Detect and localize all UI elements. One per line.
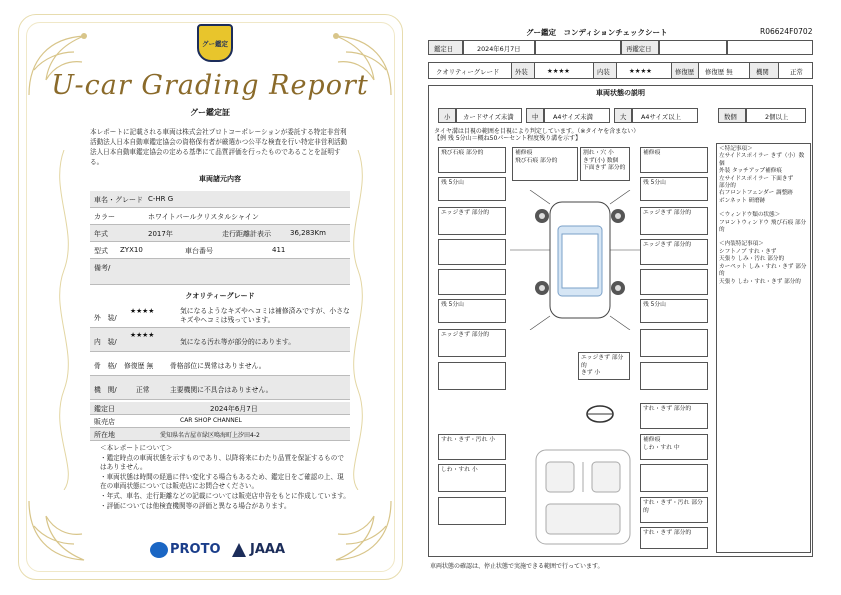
chassis-label: 車台番号: [185, 247, 213, 255]
note-interior-rear-left: しわ・すれ 小: [438, 464, 506, 492]
model-label: 型式: [94, 247, 108, 255]
appraisal-date-label: 鑑定日: [94, 405, 115, 413]
report-id: R06624F0702: [760, 27, 813, 36]
note-item: ・車両状態は時間の経過に伴い変化する場合もあるため、鑑定日をご確認の上、現在の車両状態については販売店にお問合せください。: [100, 472, 344, 491]
note-interior-blank: [640, 464, 708, 492]
note-left-blank-2: [438, 269, 506, 295]
quality-label: 機 関/: [94, 386, 117, 394]
grading-certificate-page: [0, 0, 420, 595]
vehicle-year-row: [90, 225, 350, 242]
appraisal-date-value: 2024年6月7日: [210, 405, 258, 413]
dealer-row: [90, 415, 350, 428]
legend-title: 車両状態の説明: [596, 89, 645, 97]
legend-medium-desc: A4サイズ未満: [544, 108, 610, 123]
vehicle-name-value: C-HR G: [148, 195, 174, 203]
exterior-label: 外装: [511, 63, 535, 78]
interior-label: 内装: [593, 63, 617, 78]
vehicle-color-label: カラー: [94, 213, 115, 221]
quality-desc: 気になる汚れ等が部分的にあります。: [180, 338, 296, 346]
vehicle-color-row: [90, 208, 350, 225]
report-notes: [100, 444, 350, 511]
quality-row: [90, 376, 350, 400]
quality-grade: ★★★★: [130, 331, 155, 339]
note-interior-bottom: すれ・きず 部分的: [640, 527, 708, 549]
mileage-label: 走行距離計表示: [222, 230, 271, 238]
legend-small-desc: カードサイズ未満: [456, 108, 522, 123]
tire-note-2: 【例 残 5分山＝概ね50パーセント程度残り溝を示す】: [434, 135, 582, 142]
badge-label: グー鑑定: [202, 40, 228, 48]
steering-wheel-icon: [585, 404, 615, 424]
note-item: ・鑑定時点の車両状態を示すものであり、以降将来にわたり品質を保証するものではありません。: [100, 453, 344, 472]
chassis-value: 411: [272, 246, 286, 254]
repair-label: 修復歴: [671, 63, 699, 78]
address-row: [90, 428, 350, 441]
legend-large-desc: A4サイズ以上: [632, 108, 698, 123]
appraisal-date-row: [90, 402, 350, 415]
quality-desc: 主要機関に不具合はありません。: [170, 386, 273, 394]
vehicle-color-value: ホワイトパールクリスタルシャイン: [148, 213, 259, 221]
legend-count: 数個: [718, 108, 746, 123]
car-exterior-diagram: [510, 190, 650, 330]
note-interior-front-right: 補修痕 しわ・すれ 中: [640, 434, 708, 460]
legend-small: 小: [438, 108, 456, 123]
note-item: ・評価については他検査機関等の評価と異なる場合があります。: [100, 501, 291, 510]
quality-row: [90, 352, 350, 376]
vehicle-section-title: 車両諸元内容: [199, 175, 241, 183]
note-front-right: 割れ・穴 小 きず(小) 数個 下面きず 部分的: [580, 147, 630, 181]
engine-label: 機関: [749, 63, 779, 78]
vehicle-year-label: 年式: [94, 230, 108, 238]
legend-count-desc: 2個以上: [746, 108, 806, 123]
condition-check-sheet: [420, 0, 841, 595]
interior-value: ★★★★: [629, 67, 652, 75]
quality-grade: ★★★★: [130, 307, 155, 315]
quality-desc: 気になるようなキズやヘコミは補修済みですが、小さなキズやヘコミは残っています。: [180, 307, 350, 324]
notes-title: ＜本レポートについて＞: [100, 444, 173, 452]
note-right-door: エッジきず 部分的: [640, 207, 708, 235]
note-item: ・年式、車名、走行距離などの記載については販売店申告をもとに作成しています。: [100, 491, 350, 500]
certificate-title: グー鑑定証: [190, 108, 230, 117]
reappraisal-value-cell: [659, 40, 727, 55]
tire-rear-left: 残 5分山: [438, 299, 506, 323]
dealer-value: CAR SHOP CHANNEL: [180, 417, 242, 424]
quality-row: [90, 328, 350, 352]
quality-row: [90, 304, 350, 328]
tire-rear-right: 残 5分山: [640, 299, 708, 323]
exterior-value: ★★★★: [547, 67, 570, 75]
quality-grade-bar: [428, 62, 813, 79]
model-value: ZYX10: [120, 246, 143, 254]
vehicle-remarks-row: [90, 259, 350, 285]
note-interior-front-left: すれ・きず・汚れ 小: [438, 434, 506, 460]
quality-label: 骨 格/: [94, 362, 117, 370]
goo-kantei-badge: [197, 24, 233, 62]
quality-grade: 正常: [136, 386, 150, 394]
note-rear-right-blank: [640, 329, 708, 357]
jaaa-logo-text: JAAA: [250, 542, 286, 557]
note-interior-rear-right: すれ・きず・汚れ 部分的: [640, 497, 708, 523]
quality-desc: 骨格部位に異常はありません。: [170, 362, 266, 370]
vehicle-name-row: [90, 191, 350, 208]
note-rear-left: エッジきず 部分的: [438, 329, 506, 357]
blank-cell: [727, 40, 813, 55]
quality-section-title: クオリティーグレード: [185, 292, 255, 300]
quality-label: 内 装/: [94, 338, 117, 346]
vehicle-name-label: 車名・グレード: [94, 196, 143, 204]
note-rear-right-blank-2: [640, 362, 708, 390]
note-right-rear-door: エッジきず 部分的: [640, 239, 708, 265]
certificate-intro: 本レポートに記載される車両は株式会社プロトコーポレーションが委託する特定非営利活動法人日本自動車鑑定協会の資格保有者が厳選かつ公平な検査を行い特定非営利活動法人日本自動車鑑定協会の定める基準にて品質評価を行ったものであることを証明する。: [90, 128, 348, 166]
footer-note: 車両状態の確認は、停止状態で実施できる範囲で行っています。: [430, 563, 604, 570]
mileage-value: 36,283Km: [290, 229, 326, 237]
note-front-center: 補修痕 飛び石痕 部分的: [512, 147, 578, 181]
grade-bar-label: クオリティーグレード: [436, 68, 500, 76]
note-steering: すれ・きず 部分的: [640, 403, 708, 429]
special-notes-box: ＜特記事項＞ 左サイドスポイラー きず（小）数個 外装 タッチアップ補修痕 左サイドスポイラー 下面きず 部分的 右フロントフェンダー 調整跡 ボンネット 研磨跡 ＜ウィンドウ類の状態＞ フロントウィンドウ 飛び石痕 部分的 ＜内装特記事項＞ シフトノブ すれ・きず 天張り しみ・汚れ 部分的 カーペット しみ・すれ・きず 部分的 天張り しわ・すれ・きず 部分的: [716, 143, 811, 553]
address-value: 愛知県名古屋市緑区鳴海町上汐田4-2: [160, 432, 260, 439]
vehicle-year-value: 2017年: [148, 230, 173, 238]
note-rear-left-blank: [438, 362, 506, 390]
proto-logo-text: PROTO: [170, 542, 221, 557]
legend-medium: 中: [526, 108, 544, 123]
jaaa-logo-icon: [230, 541, 248, 559]
quality-label: 外 装/: [94, 314, 117, 322]
appraisal-date-value-cell: 2024年6月7日: [463, 40, 535, 55]
quality-grade: 修復歴 無: [124, 362, 154, 370]
note-front-left: 飛び石痕 部分的: [438, 147, 506, 173]
appraisal-date-label-cell: 鑑定日: [428, 40, 463, 55]
note-front-right-top: 補修痕: [640, 147, 708, 173]
remarks-label: 備考/: [94, 264, 111, 272]
address-label: 所在地: [94, 431, 115, 439]
blank-cell: [535, 40, 621, 55]
note-interior-blank-2: [438, 497, 506, 525]
legend-large: 大: [614, 108, 632, 123]
reappraisal-label-cell: 再鑑定日: [621, 40, 659, 55]
proto-logo-icon: [150, 542, 168, 558]
note-right-blank: [640, 269, 708, 295]
repair-value: 修復歴 無: [705, 68, 733, 76]
side-ornament-icon: [44, 150, 84, 490]
dealer-label: 販売店: [94, 418, 115, 426]
report-script-title: U-car Grading Report: [51, 70, 369, 101]
note-rear-center: エッジきず 部分的 きず 小: [578, 352, 630, 380]
note-left-blank: [438, 239, 506, 265]
engine-value: 正常: [790, 68, 803, 76]
tire-note: タイヤ溝は目視の範囲を目視により判定しています。（※タイヤを含まない）: [434, 128, 640, 135]
sheet-title: グー鑑定 コンディションチェックシート: [526, 28, 668, 37]
vehicle-model-row: [90, 242, 350, 259]
tire-front-left: 残 5分山: [438, 177, 506, 201]
tire-front-right: 残 5分山: [640, 177, 708, 201]
car-interior-diagram: [528, 448, 638, 546]
note-left-door: エッジきず 部分的: [438, 207, 506, 235]
